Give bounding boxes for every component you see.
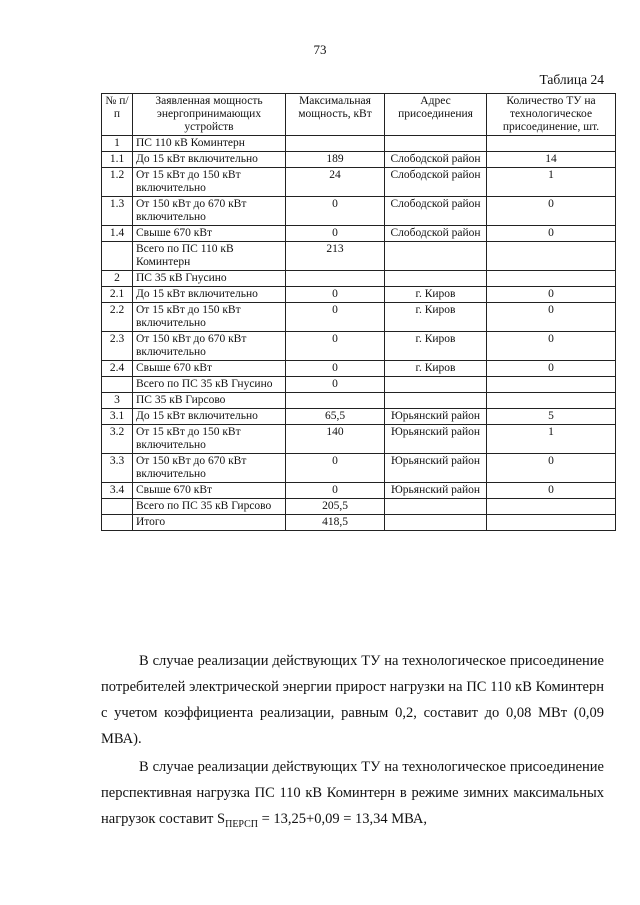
cell-number: 1.4	[102, 226, 133, 242]
header-tu-count: Количество ТУ на технологическое присоединение, шт.	[487, 94, 616, 136]
cell-section-label: ПС 35 кВ Гирсово	[133, 393, 286, 409]
cell-count: 0	[487, 483, 616, 499]
cell-label: Всего по ПС 35 кВ Гирсово	[133, 499, 286, 515]
cell-number	[102, 377, 133, 393]
cell-power: 0	[286, 361, 385, 377]
cell-label: Свыше 670 кВт	[133, 361, 286, 377]
cell-address: Юрьянский район	[385, 454, 487, 483]
cell-count: 1	[487, 425, 616, 454]
cell-power: 205,5	[286, 499, 385, 515]
cell-number: 3.1	[102, 409, 133, 425]
cell-address	[385, 499, 487, 515]
cell-number: 3	[102, 393, 133, 409]
cell-label: Свыше 670 кВт	[133, 226, 286, 242]
header-address: Адрес присоединения	[385, 94, 487, 136]
cell-label: Свыше 670 кВт	[133, 483, 286, 499]
cell-address: Юрьянский район	[385, 409, 487, 425]
paragraph-1	[101, 648, 604, 752]
cell-power	[286, 393, 385, 409]
cell-power: 0	[286, 332, 385, 361]
cell-number	[102, 499, 133, 515]
cell-power: 418,5	[286, 515, 385, 531]
section-row	[102, 393, 616, 409]
table-row	[102, 454, 616, 483]
table-row	[102, 303, 616, 332]
cell-label: Всего по ПС 35 кВ Гнусино	[133, 377, 286, 393]
cell-count: 0	[487, 197, 616, 226]
cell-count	[487, 377, 616, 393]
cell-label: От 15 кВт до 150 кВт включительно	[133, 168, 286, 197]
table-row	[102, 168, 616, 197]
table-row	[102, 197, 616, 226]
table-body	[102, 136, 616, 531]
cell-address	[385, 393, 487, 409]
cell-address: Слободской район	[385, 152, 487, 168]
cell-count	[487, 242, 616, 271]
cell-address	[385, 242, 487, 271]
cell-count	[487, 499, 616, 515]
cell-address: Юрьянский район	[385, 425, 487, 454]
cell-section-label: ПС 35 кВ Гнусино	[133, 271, 286, 287]
cell-address: Слободской район	[385, 168, 487, 197]
cell-number: 2.1	[102, 287, 133, 303]
total-row	[102, 515, 616, 531]
cell-label: От 150 кВт до 670 кВт включительно	[133, 332, 286, 361]
cell-label: До 15 кВт включительно	[133, 409, 286, 425]
paragraph-1-text: В случае реализации действующих ТУ на технологическое присоединение потребителей электрической энергии прирост нагрузки на ПС 110 кВ Коминтерн с учетом коэффициента реализации, равным 0,2, составит до 0,08 МВт (0,09 МВА).	[101, 653, 604, 747]
cell-number: 2	[102, 271, 133, 287]
total-row	[102, 499, 616, 515]
formula-symbol: S	[217, 811, 226, 827]
cell-power	[286, 271, 385, 287]
cell-count	[487, 515, 616, 531]
cell-power: 140	[286, 425, 385, 454]
load-table	[101, 93, 616, 531]
page-number: 73	[313, 42, 327, 57]
cell-address	[385, 136, 487, 152]
cell-label: До 15 кВт включительно	[133, 287, 286, 303]
table-header-row	[102, 94, 616, 136]
cell-count: 1	[487, 168, 616, 197]
header-max-power: Максимальная мощность, кВт	[286, 94, 385, 136]
cell-label: До 15 кВт включительно	[133, 152, 286, 168]
cell-number: 2.2	[102, 303, 133, 332]
paragraph-2	[101, 754, 604, 838]
cell-number	[102, 242, 133, 271]
cell-address: Слободской район	[385, 226, 487, 242]
cell-number: 1.2	[102, 168, 133, 197]
cell-number: 2.3	[102, 332, 133, 361]
table-row	[102, 483, 616, 499]
cell-count: 0	[487, 226, 616, 242]
cell-power: 0	[286, 483, 385, 499]
cell-address: Слободской район	[385, 197, 487, 226]
formula	[217, 811, 428, 830]
cell-label: От 150 кВт до 670 кВт включительно	[133, 454, 286, 483]
cell-count: 0	[487, 454, 616, 483]
cell-label: Всего по ПС 110 кВ Коминтерн	[133, 242, 286, 271]
header-number: № п/п	[102, 94, 133, 136]
formula-expression: = 13,25+0,09 = 13,34 МВА,	[258, 811, 428, 827]
cell-address: г. Киров	[385, 332, 487, 361]
section-row	[102, 271, 616, 287]
cell-address	[385, 377, 487, 393]
cell-power: 0	[286, 377, 385, 393]
cell-power	[286, 136, 385, 152]
table-row	[102, 425, 616, 454]
cell-power: 0	[286, 197, 385, 226]
cell-number: 3.2	[102, 425, 133, 454]
cell-address	[385, 515, 487, 531]
table-row	[102, 361, 616, 377]
cell-number: 1.1	[102, 152, 133, 168]
cell-power: 0	[286, 287, 385, 303]
cell-count: 14	[487, 152, 616, 168]
cell-power: 213	[286, 242, 385, 271]
table-caption: Таблица 24	[539, 72, 604, 87]
cell-address: Юрьянский район	[385, 483, 487, 499]
cell-number: 1.3	[102, 197, 133, 226]
total-row	[102, 242, 616, 271]
header-declared-power: Заявленная мощность энергопринимающих устройств	[133, 94, 286, 136]
total-row	[102, 377, 616, 393]
cell-power: 0	[286, 226, 385, 242]
table-row	[102, 287, 616, 303]
cell-number: 3.3	[102, 454, 133, 483]
paragraph-2-text: В случае реализации действующих ТУ на технологическое присоединение перспективная нагрузка ПС 110 кВ Коминтерн в режиме зимних максимальных нагрузок составит	[101, 759, 604, 827]
cell-label: От 15 кВт до 150 кВт включительно	[133, 303, 286, 332]
table-row	[102, 409, 616, 425]
cell-address	[385, 271, 487, 287]
cell-number: 2.4	[102, 361, 133, 377]
cell-address: г. Киров	[385, 287, 487, 303]
cell-power: 0	[286, 303, 385, 332]
cell-power: 65,5	[286, 409, 385, 425]
cell-number: 1	[102, 136, 133, 152]
cell-count: 5	[487, 409, 616, 425]
cell-section-label: ПС 110 кВ Коминтерн	[133, 136, 286, 152]
cell-power: 189	[286, 152, 385, 168]
cell-label: От 15 кВт до 150 кВт включительно	[133, 425, 286, 454]
cell-count	[487, 271, 616, 287]
table-row	[102, 332, 616, 361]
cell-count: 0	[487, 332, 616, 361]
table-row	[102, 226, 616, 242]
cell-power: 0	[286, 454, 385, 483]
cell-address: г. Киров	[385, 361, 487, 377]
table-row	[102, 152, 616, 168]
cell-count: 0	[487, 287, 616, 303]
cell-power: 24	[286, 168, 385, 197]
cell-count: 0	[487, 303, 616, 332]
cell-label: Итого	[133, 515, 286, 531]
cell-count: 0	[487, 361, 616, 377]
cell-count	[487, 393, 616, 409]
section-row	[102, 136, 616, 152]
formula-subscript: ПЕРСП	[225, 818, 258, 830]
cell-number	[102, 515, 133, 531]
cell-label: От 150 кВт до 670 кВт включительно	[133, 197, 286, 226]
cell-address: г. Киров	[385, 303, 487, 332]
cell-count	[487, 136, 616, 152]
cell-number: 3.4	[102, 483, 133, 499]
